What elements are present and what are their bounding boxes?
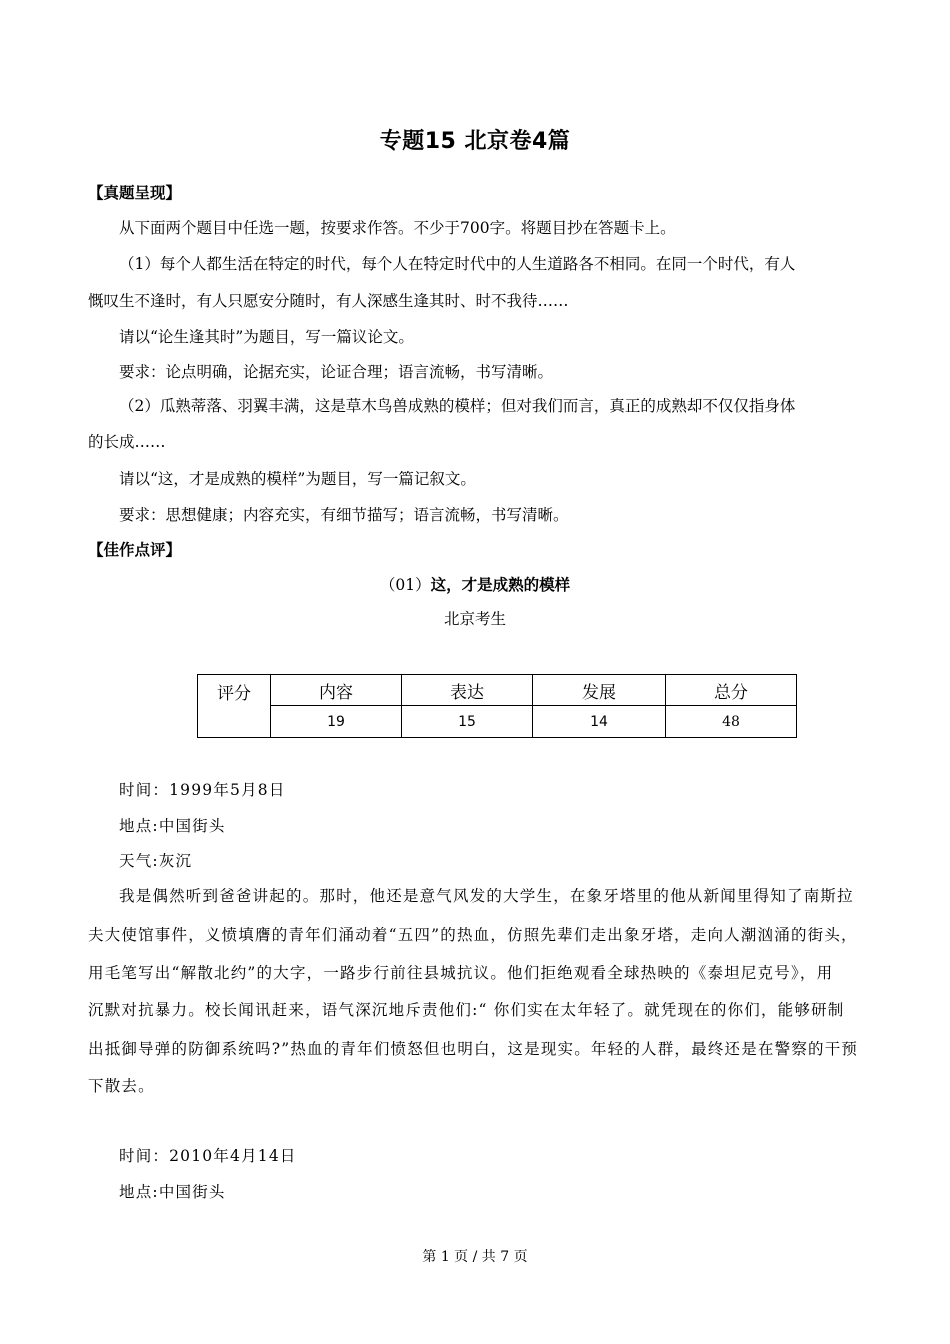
essay-title-line <box>0 575 950 595</box>
score-total: 48 <box>666 706 797 738</box>
section-heading-review: 【佳作点评】 <box>88 541 182 559</box>
score-value: 19 <box>271 706 402 738</box>
document-title: 专题15 北京卷4篇 <box>379 129 571 154</box>
exam-line: 要求：思想健康；内容充实，有细节描写；语言流畅，书写清晰。 <box>119 506 569 524</box>
score-table <box>197 674 797 738</box>
essay-meta-line: 天气:灰沉 <box>119 852 193 870</box>
essay-meta-line: 地点:中国街头 <box>119 1183 226 1201</box>
essay-title: 这，才是成熟的模样 <box>430 576 571 594</box>
essay-number: （01） <box>379 576 431 594</box>
essay-line: 我是偶然听到爸爸讲起的。那时，他还是意气风发的大学生，在象牙塔里的他从新闻里得知了南斯拉 <box>119 887 854 905</box>
exam-line: 请以“论生逢其时”为题目，写一篇议论文。 <box>119 328 414 346</box>
score-header: 表达 <box>402 675 533 706</box>
score-row-label: 评分 <box>198 675 271 738</box>
exam-line: （2）瓜熟蒂落、羽翼丰满，这是草木鸟兽成熟的模样；但对我们而言，真正的成熟却不仅仅指身体 <box>119 397 796 415</box>
score-value: 15 <box>402 706 533 738</box>
page-footer: 第 1 页 / 共 7 页 <box>422 1249 528 1265</box>
essay-line: 沉默对抗暴力。校长闻讯赶来，语气深沉地斥责他们:“ 你们实在太年轻了。就凭现在的你们，能够研制 <box>88 1001 845 1019</box>
exam-line: 慨叹生不逢时，有人只愿安分随时，有人深感生逢其时、时不我待…… <box>88 292 569 310</box>
essay-line: 用毛笔写出“解散北约”的大字，一路步行前往县城抗议。他们拒绝观看全球热映的《泰坦尼克号》，用 <box>88 964 834 982</box>
score-header: 总分 <box>666 675 797 706</box>
essay-meta-line: 时间：2010年4月14日 <box>119 1147 297 1165</box>
essay-line: 下散去。 <box>88 1077 155 1095</box>
section-heading-exam: 【真题呈现】 <box>88 184 182 202</box>
essay-meta-line: 地点:中国街头 <box>119 817 226 835</box>
exam-line: 请以“这，才是成熟的模样”为题目，写一篇记叙文。 <box>119 470 476 488</box>
exam-line: （1）每个人都生活在特定的时代，每个人在特定时代中的人生道路各不相同。在同一个时代，有人 <box>119 255 796 273</box>
score-header: 内容 <box>271 675 402 706</box>
exam-line: 要求：论点明确，论据充实，论证合理；语言流畅，书写清晰。 <box>119 363 554 381</box>
score-value: 14 <box>533 706 666 738</box>
essay-meta-line: 时间：1999年5月8日 <box>119 781 286 799</box>
exam-line: 的长成…… <box>88 433 166 451</box>
exam-line: 从下面两个题目中任选一题，按要求作答。不少于700字。将题目抄在答题卡上。 <box>119 219 676 237</box>
essay-line: 夫大使馆事件，义愤填膺的青年们涌动着“五四”的热血，仿照先辈们走出象牙塔，走向人潮汹涌的街头， <box>88 926 858 944</box>
essay-line: 出抵御导弹的防御系统吗?”热血的青年们愤怒但也明白，这是现实。年轻的人群，最终还是在警察的干预 <box>88 1040 859 1058</box>
essay-author: 北京考生 <box>443 610 506 628</box>
score-header: 发展 <box>533 675 666 706</box>
